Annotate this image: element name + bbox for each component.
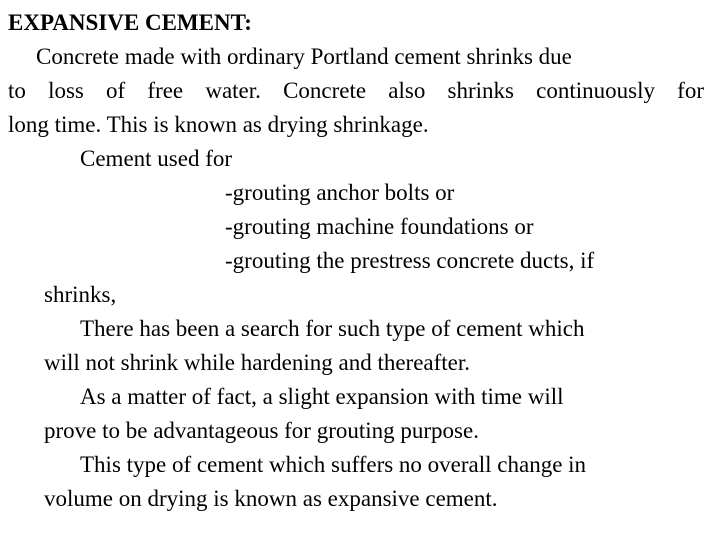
paragraph-line: This type of cement which suffers no overall change in <box>80 452 587 477</box>
paragraph-line: will not shrink while hardening and thereafter. <box>44 350 471 375</box>
paragraph-line: volume on drying is known as expansive cement. <box>44 486 498 511</box>
list-item: -grouting the prestress concrete ducts, if <box>225 248 595 273</box>
paragraph-line: Concrete made with ordinary Portland cement shrinks due <box>36 44 572 69</box>
paragraph-line: to loss of free water. Concrete also shrinks continuously for <box>8 78 704 103</box>
paragraph-line: As a matter of fact, a slight expansion with time will <box>80 384 564 409</box>
paragraph-line: Cement used for <box>80 146 233 171</box>
list-item: -grouting anchor bolts or <box>225 180 455 205</box>
paragraph-line: There has been a search for such type of cement which <box>80 316 585 341</box>
list-item: -grouting machine foundations or <box>225 214 534 239</box>
slide-title: EXPANSIVE CEMENT: <box>8 10 252 35</box>
paragraph-line: shrinks, <box>44 282 117 307</box>
paragraph-line: prove to be advantageous for grouting purpose. <box>44 418 479 443</box>
paragraph-line: long time. This is known as drying shrinkage. <box>8 112 429 137</box>
